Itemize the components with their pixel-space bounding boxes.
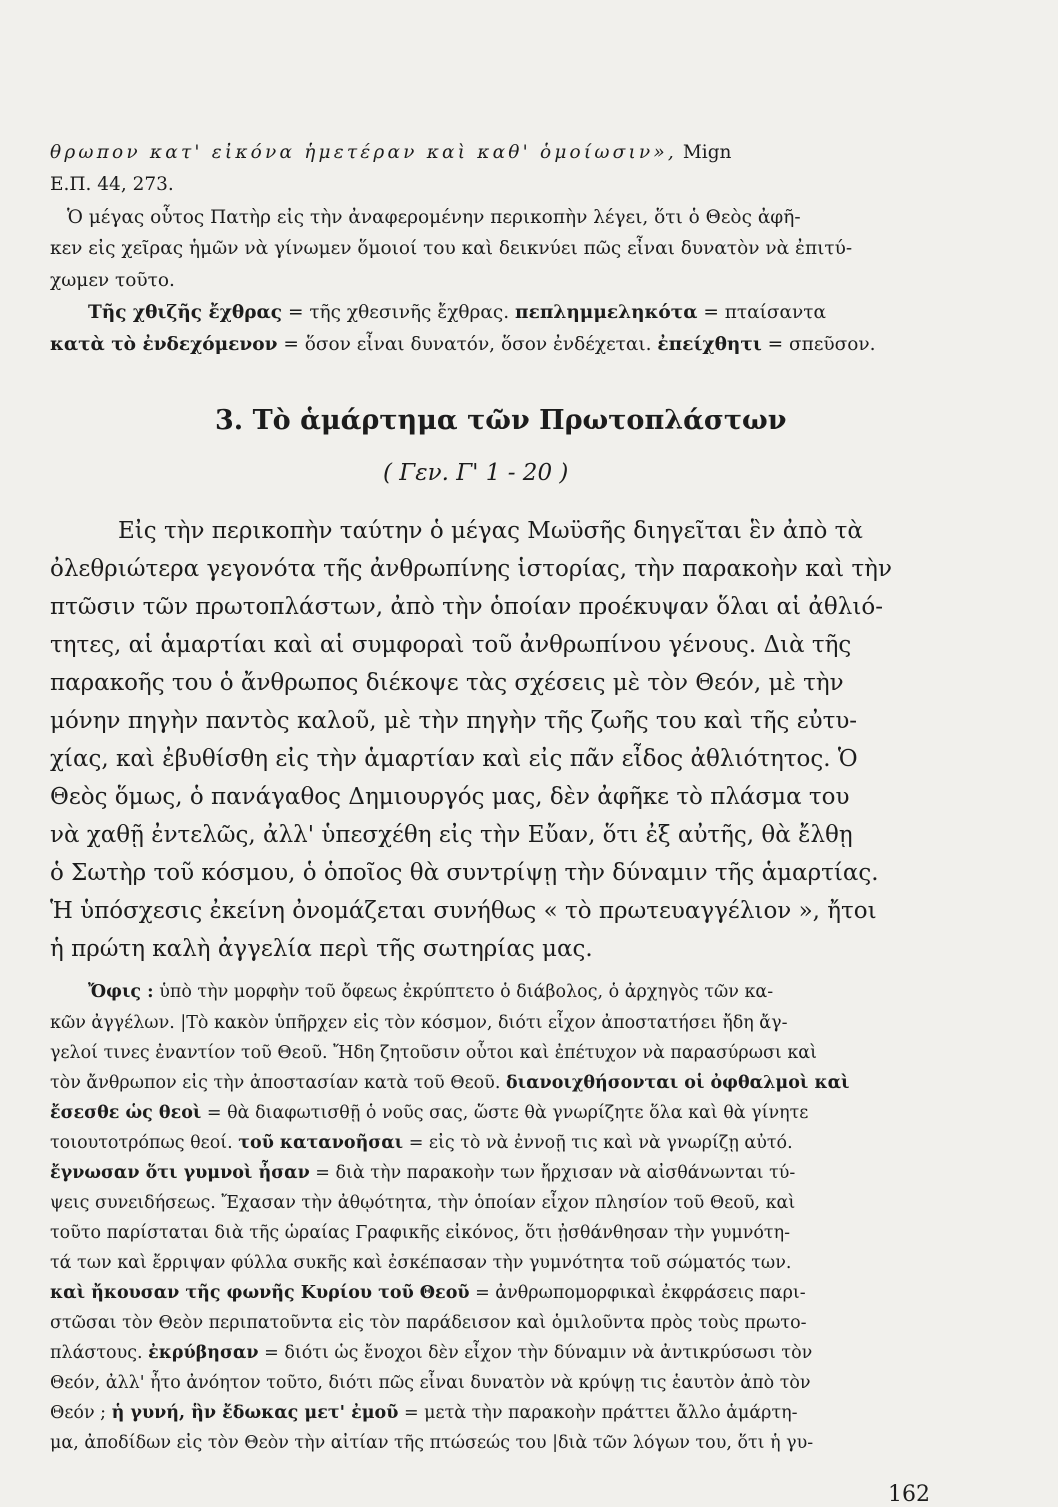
body-line: ὁ Σωτὴρ τοῦ κόσμου, ὁ ὁποῖος θὰ συντρίψῃ τὴν δύναμιν τῆς ἁμαρτίας. [50,860,879,886]
body-line: μόνην πηγὴν παντὸς καλοῦ, μὲ τὴν πηγὴν τῆς ζωῆς του καὶ τῆς εὐτυ- [50,708,858,734]
page-number: 162 [888,1482,930,1507]
body-line: πτῶσιν τῶν πρωτοπλάστων, ἀπὸ τὴν ὁποίαν προέκυψαν ὅλαι αἱ ἀθλιό- [50,594,883,620]
note-line: κῶν ἀγγέλων. |Τὸ κακὸν ὑπῆρχεν εἰς τὸν κόσμον, διότι εἶχον ἀποστατήσει ἤδη ἄγ- [50,1013,788,1033]
note-text: = εἰς τὸ νὰ ἐννοῇ τις καὶ νὰ γνωρίζῃ αὐτό. [403,1133,793,1153]
gloss-definition: = πταίσαντα [697,302,826,323]
note-line: μα, ἀποδίδων εἰς τὸν Θεὸν τὴν αἰτίαν τῆς πτώσεώς του |διὰ τῶν λόγων του, ὅτι ἡ γυ- [50,1433,814,1453]
body-line: ὀλεθριώτερα γεγονότα τῆς ἀνθρωπίνης ἱστορίας, τὴν παρακοὴν καὶ τὴν [50,556,892,582]
note-term: ἐκρύβησαν [148,1343,259,1363]
note-line: ψεις συνειδήσεως. Ἔχασαν τὴν ἀθῳότητα, τὴν ὁποίαν εἶχον πλησίον τοῦ Θεοῦ, καὶ [50,1193,796,1213]
body-line: νὰ χαθῇ ἐντελῶς, ἀλλ' ὑπεσχέθη εἰς τὴν Εὔαν, ὅτι ἐξ αὐτῆς, θὰ ἔλθῃ [50,822,853,848]
gloss-term: ἐπείχθητι [657,334,762,355]
gloss-definition: = σπεῦσον. [761,334,876,355]
note-text: = μετὰ τὴν παρακοὴν πράττει ἄλλο ἁμάρτη- [398,1403,798,1423]
note-text: = διότι ὡς ἔνοχοι δὲν εἶχον τὴν δύναμιν νὰ ἀντικρύσωσι τὸν [258,1343,813,1363]
body-line: χίας, καὶ ἐβυθίσθη εἰς τὴν ἁμαρτίαν καὶ εἰς πᾶν εἶδος ἀθλιότητος. Ὁ [50,746,858,772]
section-reference: ( Γεν. Γ' 1 - 20 ) [383,460,569,486]
note-line [50,1163,795,1183]
note-line [50,1283,806,1303]
note-line [50,1343,812,1363]
note-text: = θὰ διαφωτισθῇ ὁ νοῦς σας, ὥστε θὰ γνωρίζητε ὅλα καὶ θὰ γίνητε [201,1103,809,1123]
citation-line: Ε.Π. 44, 273. [50,174,174,195]
note-line [50,1103,808,1123]
note-line: γελοί τινες ἐναντίον τοῦ Θεοῦ. Ἤδη ζητοῦσιν οὗτοι καὶ ἐπέτυχον νὰ παρασύρωσι καὶ [50,1043,817,1063]
note-text: ὑπὸ τὴν μορφὴν τοῦ ὄφεως ἐκρύπτετο ὁ διάβολος, ὁ ἀρχηγὸς τῶν κα- [153,982,774,1002]
gloss-definition: = τῆς χθεσινῆς ἔχθρας. [282,302,516,323]
quotation-italic: θρωπον κατ' εἰκόνα ἡμετέραν καὶ καθ' ὁμοίωσιν», [50,142,677,163]
body-line: ἡ πρώτη καλὴ ἀγγελία περὶ τῆς σωτηρίας μας. [50,936,593,962]
note-text: πλάστους. [50,1343,149,1363]
note-line [50,1133,793,1153]
note-term: ἔσεσθε ὡς θεοὶ [50,1103,202,1123]
note-term: διανοιχθήσονται οἱ ὀφθαλμοὶ καὶ [505,1073,850,1093]
note-line [88,982,773,1002]
note-term: ἔγνωσαν ὅτι γυμνοὶ ἦσαν [50,1163,310,1183]
note-line [50,1403,798,1423]
gloss-term: πεπλημμεληκότα [515,302,698,323]
note-term: καὶ ἤκουσαν τῆς φωνῆς Κυρίου τοῦ Θεοῦ [50,1283,470,1303]
body-line: τητες, αἱ ἁμαρτίαι καὶ αἱ συμφοραὶ τοῦ ἀνθρωπίνου γένους. Διὰ τῆς [50,632,852,658]
body-line: Εἰς τὴν περικοπὴν ταύτην ὁ μέγας Μωϋσῆς διηγεῖται ἓν ἀπὸ τὰ [118,518,863,544]
commentary-line: χωμεν τοῦτο. [50,270,175,291]
body-line: Ἡ ὑπόσχεσις ἐκείνη ὀνομάζεται συνήθως « τὸ πρωτευαγγέλιον », ἤτοι [50,898,877,924]
gloss-definition: = ὅσον εἶναι δυνατόν, ὅσον ἐνδέχεται. [277,334,658,355]
section-title: 3. Τὸ ἁμάρτημα τῶν Πρωτοπλάστων [215,405,787,436]
body-line: παρακοῆς του ὁ ἄνθρωπος διέκοψε τὰς σχέσεις μὲ τὸν Θεόν, μὲ τὴν [50,670,844,696]
citation-fragment: Mign [676,142,732,163]
gloss-term: Τῆς χθιζῆς ἔχθρας [88,302,283,323]
note-line: Θεόν, ἀλλ' ἦτο ἀνόητον τοῦτο, διότι πῶς εἶναι δυνατὸν νὰ κρύψῃ τις ἑαυτὸν ἀπὸ τὸν [50,1373,811,1393]
note-line: τά των καὶ ἔρριψαν φύλλα συκῆς καὶ ἐσκέπασαν τὴν γυμνότητα τοῦ σώματός των. [50,1253,792,1273]
note-term: ἡ γυνή, ἣν ἔδωκας μετ' ἐμοῦ [111,1403,399,1423]
glossary-line [88,302,826,323]
note-line: τοῦτο παρίσταται διὰ τῆς ὡραίας Γραφικῆς εἰκόνος, ὅτι ᾐσθάνθησαν τὴν γυμνότη- [50,1223,790,1243]
body-line: Θεὸς ὅμως, ὁ πανάγαθος Δημιουργός μας, δὲν ἀφῆκε τὸ πλάσμα του [50,784,850,810]
note-text: τοιουτοτρόπως θεοί. [50,1133,239,1153]
quote-line [50,142,731,163]
note-text: = ἀνθρωπομορφικαὶ ἐκφράσεις παρι- [469,1283,806,1303]
glossary-line [50,334,876,355]
note-term: Ὄφις : [88,982,154,1002]
note-text: τὸν ἄνθρωπον εἰς τὴν ἀποστασίαν κατὰ τοῦ Θεοῦ. [50,1073,506,1093]
commentary-line: κεν εἰς χεῖρας ἡμῶν νὰ γίνωμεν ὅμοιοί του καὶ δεικνύει πῶς εἶναι δυνατὸν νὰ ἐπιτύ- [50,238,853,259]
note-line [50,1073,850,1093]
note-line: στῶσαι τὸν Θεὸν περιπατοῦντα εἰς τὸν παράδεισον καὶ ὁμιλοῦντα πρὸς τοὺς πρωτο- [50,1313,807,1333]
note-term: τοῦ κατανοῆσαι [238,1133,404,1153]
commentary-line: Ὁ μέγας οὗτος Πατὴρ εἰς τὴν ἀναφερομένην περικοπὴν λέγει, ὅτι ὁ Θεὸς ἀφῆ- [67,207,801,228]
note-text: Θεόν ; [50,1403,112,1423]
gloss-term: κατὰ τὸ ἐνδεχόμενον [50,334,278,355]
note-text: = διὰ τὴν παρακοὴν των ἤρχισαν νὰ αἰσθάνωνται τύ- [309,1163,796,1183]
